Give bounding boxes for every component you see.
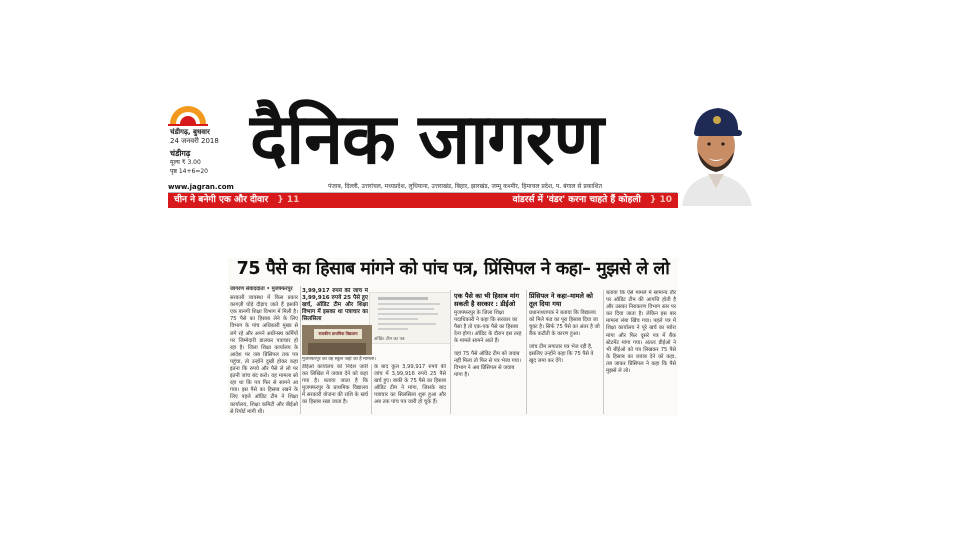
url-bar bbox=[168, 182, 677, 193]
column-divider bbox=[603, 290, 604, 414]
sidebar-box-principal-continuation: जांच टीम लगातार पत्र भेज रही है, इसलिए उन्होंने कहा कि 75 पैसे वे खुद जमा कर देंगे। bbox=[529, 344, 594, 364]
jagran-sun-logo bbox=[168, 104, 208, 126]
teaser-right-text: वांडरर्स में 'वंडर' करना चाहते हैं कोहली bbox=[512, 195, 641, 205]
cricketer-photo bbox=[676, 96, 756, 206]
photo-caption: मुजफ्फरपुर का वह स्कूल जहां का है मामला। bbox=[302, 357, 376, 362]
sidebar-box-principal-text: प्रधानाध्यापक ने बताया कि विद्यालय को मिले फंड का पूरा हिसाब दिया जा चुका है। सिर्फ 75 पैसे का अंतर है जो बैंक कटौती के कारण हुआ। bbox=[529, 310, 600, 337]
audit-letter-caption: ऑडिट टीम का पत्र bbox=[374, 337, 405, 342]
teaser-left-text: चीन ने बनेगी एक और दीवार bbox=[174, 195, 269, 205]
site-url[interactable]: www.jagran.com bbox=[168, 183, 234, 191]
audit-letter-image bbox=[369, 292, 451, 344]
sidebar-box-principal bbox=[529, 292, 601, 414]
sidebar-box-deo bbox=[454, 292, 524, 414]
article-headline: 75 पैसे का हिसाब मांगने को पांच पत्र, प्रिंसिपल ने कहा– मुझसे ले लो bbox=[236, 259, 670, 279]
editions-list: पंजाब, दिल्ली, उत्तरांचल, मध्यप्रदेश, लुधियाना, उत्तराखंड, बिहार, झारखंड, जम्मू कश्मीर, हिमाचल प्रदेश, प. बंगाल से प्रकाशित bbox=[328, 183, 602, 190]
masthead-title: दैनिक जागरण bbox=[250, 97, 603, 180]
article-column-1 bbox=[230, 286, 298, 414]
dateline-price: मूल्य ₹ 3.00 bbox=[170, 159, 201, 166]
dateline-pages: पृष्ठ 14+6=20 bbox=[170, 168, 208, 175]
column-divider bbox=[300, 286, 301, 414]
article-column-5: बताया कि ऐसे मामले में सामान्य तौर पर ऑडिट टीम की आपत्ति होती है और उसका निराकरण विभाग स्तर पर कर दिया जाता है। लेकिन इस बार मामला लंबा खिंच गया। पहले पत्र में शिक्षा कार्यालय ने पूरे खर्च का ब्योरा मांगा और फिर दूसरे पत्र में बैंक स्टेटमेंट मांगा गया। अंततः डीईओ ने भी बीईओ को पत्र लिखकर 75 पैसे के हिसाब का जवाब देने को कहा, तब जाकर प्रिंसिपल ने कहा कि पैसे मुझसे ले लो। bbox=[606, 290, 676, 375]
column-divider bbox=[371, 364, 372, 414]
teaser-right[interactable] bbox=[513, 193, 672, 208]
article-highlight: 3,99,917 रुपये की जांच में 3,99,916 रुपये 25 पैसे हुए खर्च, ऑडिट टीम और शिक्षा विभाग में इसका था पत्राचार का सिलसिला bbox=[302, 288, 368, 322]
school-sign-text: राजकीय प्राथमिक विद्यालय bbox=[318, 331, 358, 336]
article-column-2: डीईओ कार्यालय को निर्देश जारी कर लिखित में जवाब देने को कहा गया है। बताया जाता है कि मुजफ्फरपुर के प्राथमिक विद्यालय में सरकारी योजना की राशि के खर्च का हिसाब रखा जाता है। bbox=[302, 364, 368, 406]
dateline-city-day: चंडीगढ़, बुधवार bbox=[170, 128, 210, 136]
article-column-3: के बाद कुल 3,99,917 रुपये की जांच में 3,99,916 रुपये 25 पैसे खर्च हुए। बाकी के 75 पैसे का हिसाब ऑडिट टीम ने मांगा, जिसके बाद पत्राचार का सिलसिला शुरू हुआ और अब तक पांच पत्र जारी हो चुके हैं। bbox=[374, 364, 446, 406]
teaser-band bbox=[168, 193, 678, 208]
sidebar-box-deo-text: मुजफ्फरपुर के जिला शिक्षा पदाधिकारी ने कहा कि सरकार का पैसा है तो एक-एक पैसे का हिसाब देना होगा। ऑडिट के दौरान इस तरह के मामले सामने आते हैं। bbox=[454, 310, 522, 344]
school-signboard bbox=[314, 329, 362, 339]
column-divider bbox=[526, 290, 527, 414]
column-divider bbox=[450, 290, 451, 414]
dateline-edition: चंडीगढ़ bbox=[170, 149, 191, 158]
teaser-left-page: } 11 bbox=[277, 195, 300, 205]
teaser-left[interactable] bbox=[174, 193, 299, 208]
sidebar-box-deo-continuation: यहां 75 पैसे ऑडिट टीम को जवाब नहीं मिला तो फिर से पत्र भेजा गया। विभाग ने अब प्रिंसिपल से जवाब मांगा है। bbox=[454, 351, 521, 378]
dateline bbox=[170, 128, 219, 176]
dateline-date: 24 जनवरी 2018 bbox=[170, 137, 219, 145]
article-byline: जागरण संवाददाता • मुजफ्फरपुर bbox=[230, 286, 293, 292]
teaser-right-page: } 10 bbox=[649, 195, 672, 205]
sidebar-box-principal-title: प्रिंसिपल ने कहा–मामले को तूल दिया गया bbox=[529, 292, 593, 308]
sidebar-box-deo-title: एक पैसे का भी हिसाब मांग सकती है सरकार : डीईओ bbox=[454, 292, 520, 308]
school-photo bbox=[302, 325, 372, 355]
article-column-1-text: सरकारी व्यवस्था में किस प्रकार कागज़ी घोड़े दौड़ाए जाते हैं इसकी एक बानगी शिक्षा विभाग में मिली है। 75 पैसे का हिसाब लेने के लिए विभाग के पांच अधिकारी मुख्य से लगे रहे और अपने अधीनस्थ कर्मियों पर जिम्मेदारी डालकर पत्राचार हो रहा है। जिला शिक्षा कार्यालय के आदेश पर जब प्रिंसिपल तक पत्र पहुंचा, तो उन्होंने दुखी होकर कहा इतना कि रुपये और पैसे ले लो पर इतनी जांच बंद करो। यह मामला सो रहा था कि पत्र फिर से सामने आ गया। इस पैसे का हिसाब रखने के लिए पहले ऑडिट टीम ने शिक्षा कार्यालय, शिक्षा कमिटी और बीईओ से रिपोर्ट मांगी थी। bbox=[230, 295, 298, 414]
